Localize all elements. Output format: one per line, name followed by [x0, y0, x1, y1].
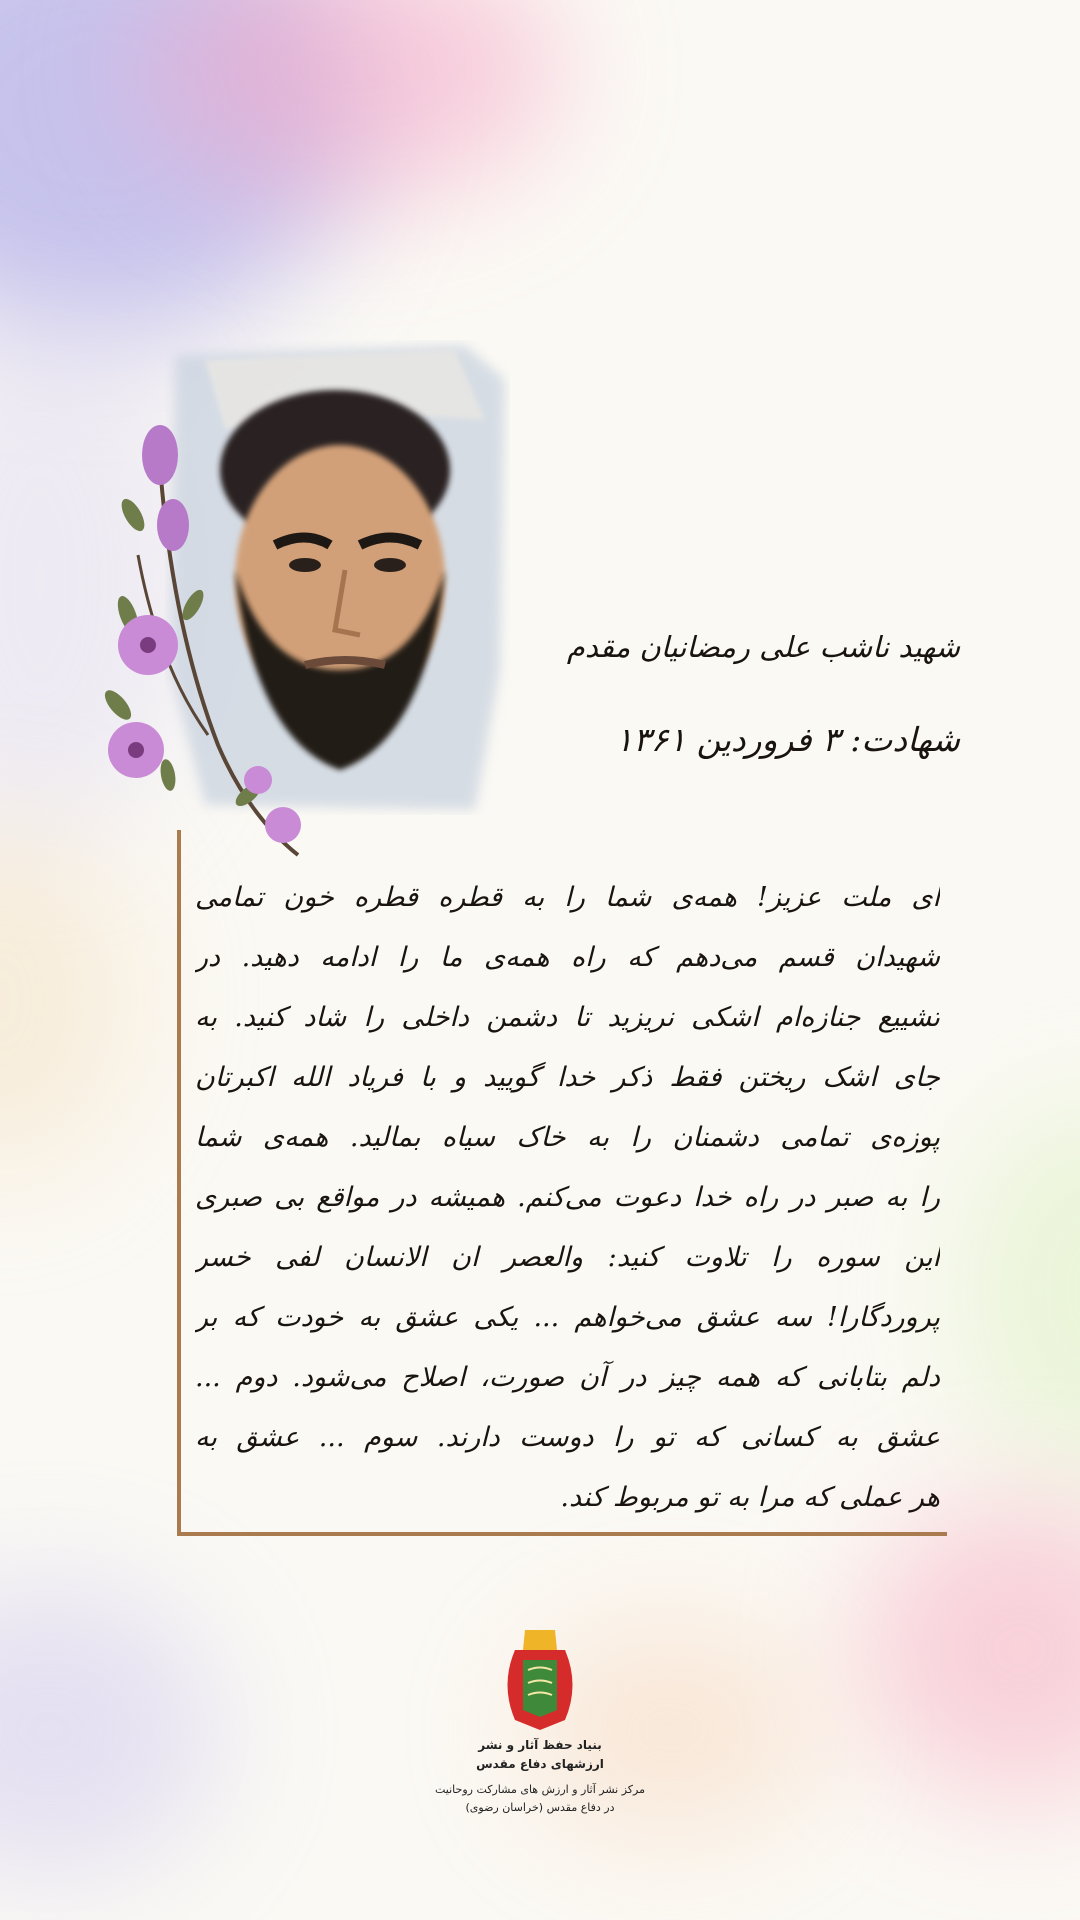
org-name-line2: ارزشهای دفاع مقدس [476, 1757, 604, 1771]
will-line: تشییع جنازه‌ام اشکی نریزید تا دشمن داخلی را شاد کنید. به [195, 1002, 940, 1033]
will-line: دلم بتابانی که همه چیز در آن صورت، اصلاح می‌شود. دوم ... [195, 1362, 940, 1393]
will-line: جای اشک ریختن فقط ذکر خدا گویید و با فریاد الله اکبرتان [195, 1062, 940, 1093]
martyrdom-date: شهادت: ۳ فروردین ۱۳۶۱ [615, 720, 960, 759]
will-line: هر عملی که مرا به تو مربوط کند. [560, 1482, 940, 1513]
will-line: پوزه‌ی تمامی دشمنان را به خاک سیاه بمالید. همه‌ی شما [195, 1122, 940, 1153]
frame-bottom-border [177, 1532, 947, 1536]
flower-decoration [98, 415, 303, 870]
org-center-line2: در دفاع مقدس (خراسان رضوی) [465, 1801, 615, 1814]
will-line: عشق به کسانی که تو را دوست دارند. سوم ... عشق به [195, 1422, 940, 1453]
will-line: شهیدان قسم می‌دهم که راه همه‌ی ما را ادامه دهید. در [195, 942, 940, 973]
will-line: ای ملت عزیز! همه‌ی شما را به قطره قطره خون تمامی [195, 882, 940, 913]
martyr-name: شهید ناشب علی رمضانیان مقدم [566, 630, 960, 664]
org-center-line1: مرکز نشر آثار و ارزش های مشارکت روحانیت [434, 1783, 645, 1796]
will-line: این سوره را تلاوت کنید: والعصر ان الانسان لفی خسر [195, 1242, 940, 1273]
frame-left-border [177, 830, 181, 1536]
will-text [195, 868, 940, 1528]
will-line: پروردگارا! سه عشق می‌خواهم ... یکی عشق به خودت که بر [195, 1302, 940, 1333]
foundation-emblem-icon [495, 1625, 585, 1735]
org-name-line1: بنیاد حفظ آثار و نشر [478, 1738, 602, 1752]
will-line: را به صبر در راه خدا دعوت می‌کنم. همیشه در مواقع بی صبری [195, 1182, 940, 1213]
